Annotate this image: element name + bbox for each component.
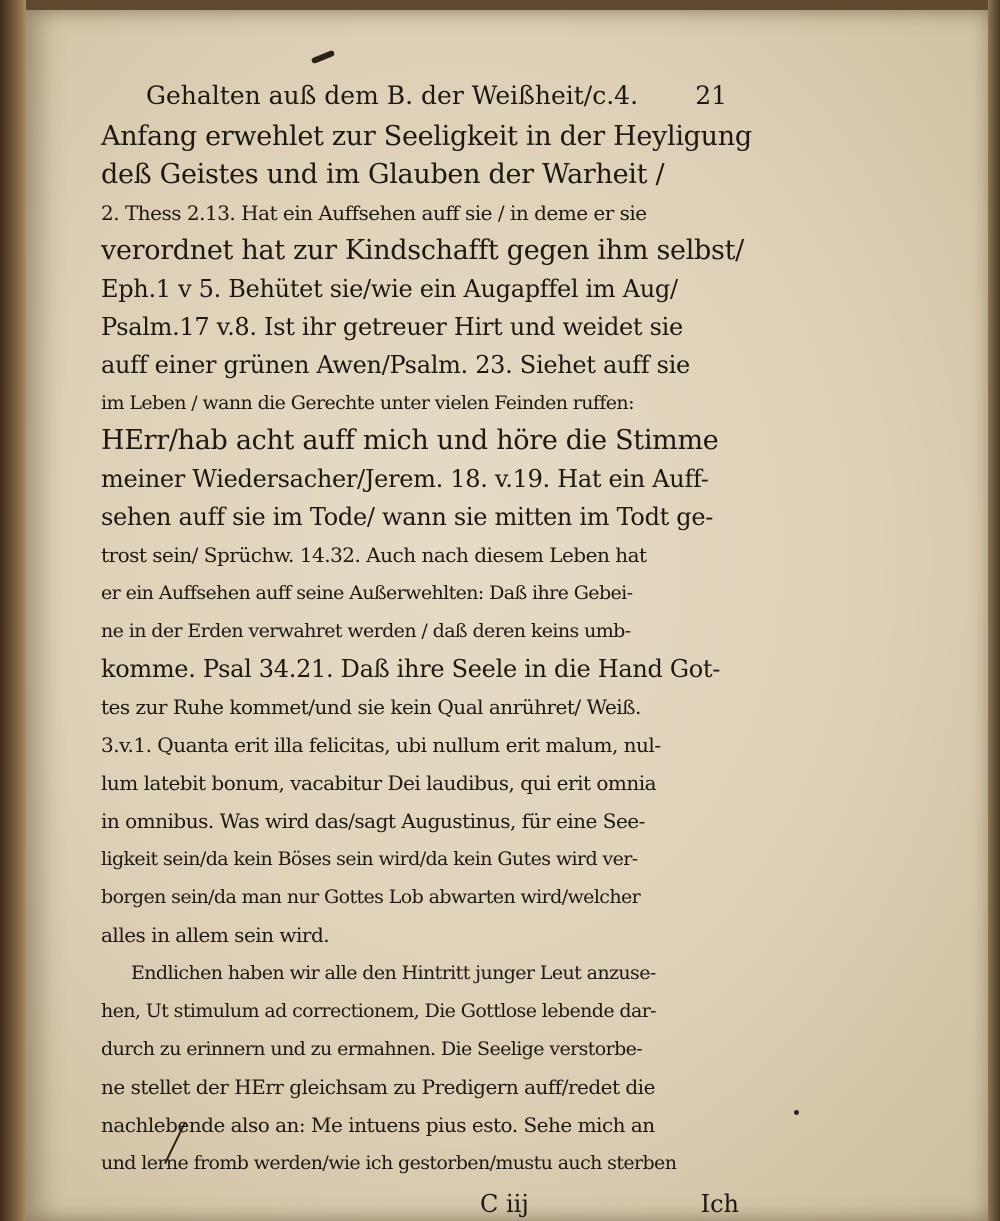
right-page-edge (988, 0, 1000, 1221)
text-line: er ein Auffsehen auff seine Außerwehlten: Daß ihre Gebei- (101, 582, 633, 604)
text-line: nachlebende also an: Me intuens pius esto. Sehe mich an (101, 1113, 655, 1137)
text-line: Eph.1 v 5. Behütet sie/wie ein Augapffel im Aug/ (101, 275, 678, 303)
text-line: ne stellet der HErr gleichsam zu Predigern auff/redet die (101, 1075, 655, 1099)
text-line: 2. Thess 2.13. Hat ein Auffsehen auff sie / in deme er sie (101, 201, 647, 225)
facing-page-edge (0, 0, 26, 1221)
body-text (101, 118, 752, 1182)
text-line: 3.v.1. Quanta erit illa felicitas, ubi nullum erit malum, nul- (101, 733, 661, 757)
text-line: sehen auff sie im Tode/ wann sie mitten im Todt ge- (101, 503, 714, 531)
text-line: verordnet hat zur Kindschafft gegen ihm selbst/ (101, 235, 744, 266)
text-line: trost sein/ Sprüchw. 14.32. Auch nach diesem Leben hat (101, 543, 647, 567)
ink-flourish-mark (311, 50, 336, 65)
text-line: alles in allem sein wird. (101, 923, 330, 947)
text-line: Anfang erwehlet zur Seeligkeit in der Heyligung (101, 121, 752, 152)
text-line: hen, Ut stimulum ad correctionem, Die Gottlose lebende dar- (101, 1000, 656, 1022)
text-line: HErr/hab acht auff mich und höre die Stimme (101, 425, 719, 456)
text-line: ligkeit sein/da kein Böses sein wird/da kein Gutes wird ver- (101, 848, 638, 870)
catchword: Ich (700, 1190, 739, 1218)
page-text (101, 74, 752, 1221)
text-line: ne in der Erden verwahret werden / daß deren keins umb- (101, 620, 631, 642)
ink-dot-mark (794, 1110, 799, 1115)
text-line: Psalm.17 v.8. Ist ihr getreuer Hirt und weidet sie (101, 313, 683, 341)
text-line: und lerne fromb werden/wie ich gestorben/mustu auch sterben (101, 1152, 677, 1174)
text-line: lum latebit bonum, vacabitur Dei laudibus, qui erit omnia (101, 771, 657, 795)
book-page (26, 10, 990, 1221)
text-line: borgen sein/da man nur Gottes Lob abwarten wird/welcher (101, 886, 641, 908)
text-line: Endlichen haben wir alle den Hintritt junger Leut anzuse- (131, 962, 656, 984)
running-head: Gehalten auß dem B. der Weißheit/c.4. (146, 81, 639, 110)
text-line: deß Geistes und im Glauben der Warheit / (101, 159, 665, 190)
page-header (101, 74, 741, 118)
text-line: im Leben / wann die Gerechte unter vielen Feinden ruffen: (101, 392, 634, 414)
text-line: komme. Psal 34.21. Daß ihre Seele in die Hand Got- (101, 655, 721, 683)
text-line: tes zur Ruhe kommet/und sie kein Qual anrühret/ Weiß. (101, 695, 641, 719)
page-number: 21 (695, 81, 727, 110)
text-line: meiner Wiedersacher/Jerem. 18. v.19. Hat ein Auff- (101, 465, 709, 493)
signature-mark: C iij (480, 1190, 529, 1218)
page-footer (101, 1182, 741, 1221)
text-line: in omnibus. Was wird das/sagt Augustinus, für eine See- (101, 809, 645, 833)
text-line: auff einer grünen Awen/Psalm. 23. Siehet auff sie (101, 351, 690, 379)
text-line: durch zu erinnern und zu ermahnen. Die Seelige verstorbe- (101, 1038, 643, 1060)
